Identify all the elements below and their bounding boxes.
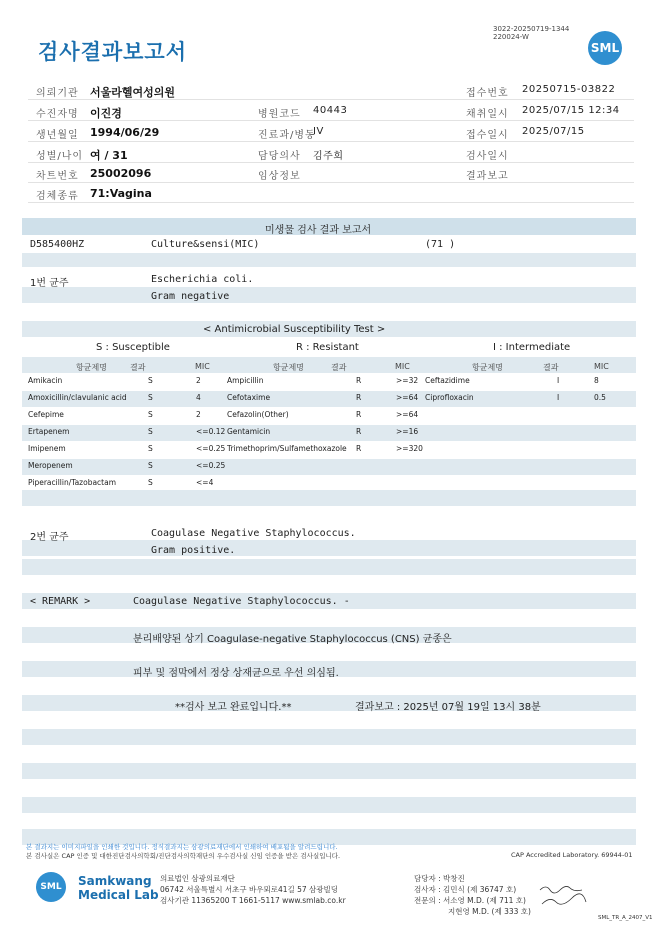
signature-image bbox=[538, 882, 590, 912]
ast-mic: <=4 bbox=[196, 478, 214, 487]
header-value: 여 / 31 bbox=[90, 149, 128, 162]
ast-row-band bbox=[22, 459, 636, 475]
ast-result: S bbox=[148, 427, 153, 436]
row-band bbox=[22, 695, 636, 711]
ast-result: S bbox=[148, 444, 153, 453]
sml-logo: SML bbox=[588, 31, 622, 65]
ast-result: I bbox=[557, 376, 560, 385]
ast-result: R bbox=[356, 376, 362, 385]
ast-mic: 2 bbox=[196, 376, 201, 385]
sml-bottom-logo: SML bbox=[36, 872, 66, 902]
row-band bbox=[22, 559, 636, 575]
header-label: 수진자명 bbox=[36, 109, 79, 120]
header-value: 20250715-03822 bbox=[522, 84, 616, 95]
header-value: 김주희 bbox=[313, 151, 344, 162]
test-name: Culture&sensi(MIC) bbox=[151, 239, 260, 250]
ast-result: R bbox=[356, 410, 362, 419]
legend-intermediate: I : Intermediate bbox=[493, 342, 571, 353]
row-band bbox=[22, 253, 636, 267]
ast-drug: Ciprofloxacin bbox=[425, 393, 474, 402]
ast-result: S bbox=[148, 410, 153, 419]
page-title: 검사결과보고서 bbox=[38, 40, 188, 64]
header-row bbox=[28, 121, 634, 142]
header-label: 채취일시 bbox=[466, 109, 509, 120]
legend-resistant: R : Resistant bbox=[296, 342, 359, 353]
organism1-name: Escherichia coli. bbox=[151, 274, 254, 285]
ast-drug: Ampicillin bbox=[227, 376, 264, 385]
ast-result: S bbox=[148, 478, 153, 487]
footer-note-2: 본 검사실은 CAP 인증 및 대한진단검사의학회/진단검사의학재단의 우수검사실 신임 인증을 받은 검사실입니다. bbox=[26, 852, 341, 860]
row-band bbox=[22, 797, 636, 813]
ast-drug: Piperacillin/Tazobactam bbox=[28, 478, 117, 487]
header-label: 결과보고 bbox=[466, 171, 509, 182]
ast-result: S bbox=[148, 376, 153, 385]
ast-header-result: 결과 bbox=[130, 363, 146, 372]
ast-drug: Meropenem bbox=[28, 461, 73, 470]
ast-header-mic: MIC bbox=[195, 362, 210, 371]
ast-title: < Antimicrobial Susceptibility Test > bbox=[203, 324, 386, 335]
organism2-name: Coagulase Negative Staphylococcus. bbox=[151, 528, 356, 539]
header-value: IV bbox=[313, 126, 324, 137]
brand-name: Samkwang Medical Lab bbox=[78, 874, 159, 902]
header-label: 접수일시 bbox=[466, 130, 509, 141]
footer-address: 의료법인 삼광의료재단 06742 서울특별시 서초구 바우뫼로41길 57 삼광빌딩 검사기관 11365200 T 1661-5117 www.smlab.co.kr bbox=[160, 874, 346, 905]
header-label: 접수번호 bbox=[466, 88, 509, 99]
row-band bbox=[22, 287, 636, 303]
ast-drug: Gentamicin bbox=[227, 427, 271, 436]
remark-line-3: 피부 및 점막에서 정상 상재균으로 우선 의심됨. bbox=[133, 668, 339, 679]
header-label: 검체종류 bbox=[36, 191, 79, 202]
section-title: 미생물 검사 결과 보고서 bbox=[265, 225, 372, 236]
ast-header-result: 결과 bbox=[331, 363, 347, 372]
ast-header-result: 결과 bbox=[543, 363, 559, 372]
header-value: 2025/07/15 12:34 bbox=[522, 105, 620, 116]
test-code: D585400HZ bbox=[30, 239, 85, 250]
row-band bbox=[22, 763, 636, 779]
header-label: 임상정보 bbox=[258, 171, 301, 182]
ast-result: R bbox=[356, 427, 362, 436]
remark-label: < REMARK > bbox=[30, 596, 91, 607]
ast-header-mic: MIC bbox=[594, 362, 609, 371]
report-time: 결과보고 : 2025년 07월 19일 13시 38분 bbox=[355, 702, 541, 713]
header-label: 검사일시 bbox=[466, 151, 509, 162]
header-label: 담당의사 bbox=[258, 151, 301, 162]
ast-drug: Cefotaxime bbox=[227, 393, 271, 402]
ast-mic: >=64 bbox=[396, 393, 419, 402]
cap-accreditation: CAP Accredited Laboratory. 69944-01 bbox=[511, 851, 633, 859]
ast-result: R bbox=[356, 393, 362, 402]
remark-line-1: Coagulase Negative Staphylococcus. - bbox=[133, 596, 350, 607]
header-row bbox=[28, 79, 634, 100]
ast-drug: Amoxicillin/clavulanic acid bbox=[28, 393, 127, 402]
footer-note-1: 본 결과지는 이미지파일을 인쇄한 것입니다. 정식결과지는 삼광의료재단에서 인쇄하여 배포됨을 알려드립니다. bbox=[26, 843, 338, 851]
ast-row-band bbox=[22, 425, 636, 441]
ast-mic: 8 bbox=[594, 376, 599, 385]
row-band bbox=[22, 729, 636, 745]
header-value: 2025/07/15 bbox=[522, 126, 585, 137]
form-code: SML_TR_A_2407_V1 bbox=[598, 915, 653, 921]
ast-result: I bbox=[557, 393, 560, 402]
ast-mic: >=64 bbox=[396, 410, 419, 419]
header-label: 병원코드 bbox=[258, 109, 301, 120]
ast-header-drug: 항균제명 bbox=[76, 363, 107, 372]
ast-drug: Trimethoprim/Sulfamethoxazole bbox=[227, 444, 347, 453]
ast-drug: Ceftazidime bbox=[425, 376, 470, 385]
footer-staff: 담당자 : 박창진 검사자 : 김민식 (제 36747 호) 전문의 : 서소영 M.D. (제 711 호) 지현영 M.D. (제 333 호) bbox=[414, 874, 531, 916]
header-value: 이진경 bbox=[90, 107, 122, 120]
ast-mic: >=32 bbox=[396, 376, 419, 385]
header-value: 71:Vagina bbox=[90, 187, 152, 200]
ast-header-drug: 항균제명 bbox=[273, 363, 304, 372]
header-label: 의뢰기관 bbox=[36, 88, 79, 99]
ast-result: S bbox=[148, 393, 153, 402]
test-no: (71 ) bbox=[425, 239, 456, 250]
ast-mic: <=0.12 bbox=[196, 427, 226, 436]
organism1-gram: Gram negative bbox=[151, 291, 230, 302]
header-label: 차트번호 bbox=[36, 171, 79, 182]
organism2-label: 2번 균주 bbox=[30, 532, 69, 543]
ast-mic: <=0.25 bbox=[196, 444, 226, 453]
ast-result: R bbox=[356, 444, 362, 453]
header-row bbox=[28, 142, 634, 163]
organism1-label: 1번 균주 bbox=[30, 278, 69, 289]
header-value: 40443 bbox=[313, 105, 348, 116]
legend-susceptible: S : Susceptible bbox=[96, 342, 170, 353]
header-label: 생년월일 bbox=[36, 130, 79, 141]
row-band bbox=[22, 490, 636, 506]
ast-header-drug: 항균제명 bbox=[472, 363, 503, 372]
report-complete: **검사 보고 완료입니다.** bbox=[175, 702, 292, 713]
ast-drug: Amikacin bbox=[28, 376, 63, 385]
document-code: 3022-20250719-1344 220024-W bbox=[493, 25, 570, 41]
ast-mic: 4 bbox=[196, 393, 201, 402]
ast-drug: Imipenem bbox=[28, 444, 66, 453]
header-row bbox=[28, 162, 634, 183]
ast-drug: Cefazolin(Other) bbox=[227, 410, 289, 419]
header-value: 서울라헬여성의원 bbox=[90, 86, 176, 99]
ast-result: S bbox=[148, 461, 153, 470]
remark-line-2: 분리배양된 상기 Coagulase-negative Staphylococcus (CNS) 균종은 bbox=[133, 634, 452, 645]
ast-mic: >=320 bbox=[396, 444, 423, 453]
header-value: 25002096 bbox=[90, 167, 152, 180]
header-label: 진료과/병동 bbox=[258, 130, 316, 141]
header-label: 성별/나이 bbox=[36, 151, 84, 162]
ast-mic: <=0.25 bbox=[196, 461, 226, 470]
ast-drug: Ertapenem bbox=[28, 427, 70, 436]
ast-mic: 0.5 bbox=[594, 393, 606, 402]
organism2-gram: Gram positive. bbox=[151, 545, 236, 556]
header-value: 1994/06/29 bbox=[90, 126, 160, 139]
header-row bbox=[28, 182, 634, 203]
ast-drug: Cefepime bbox=[28, 410, 64, 419]
row-band bbox=[22, 540, 636, 556]
ast-header-mic: MIC bbox=[395, 362, 410, 371]
ast-mic: >=16 bbox=[396, 427, 419, 436]
header-row bbox=[28, 100, 634, 121]
ast-mic: 2 bbox=[196, 410, 201, 419]
